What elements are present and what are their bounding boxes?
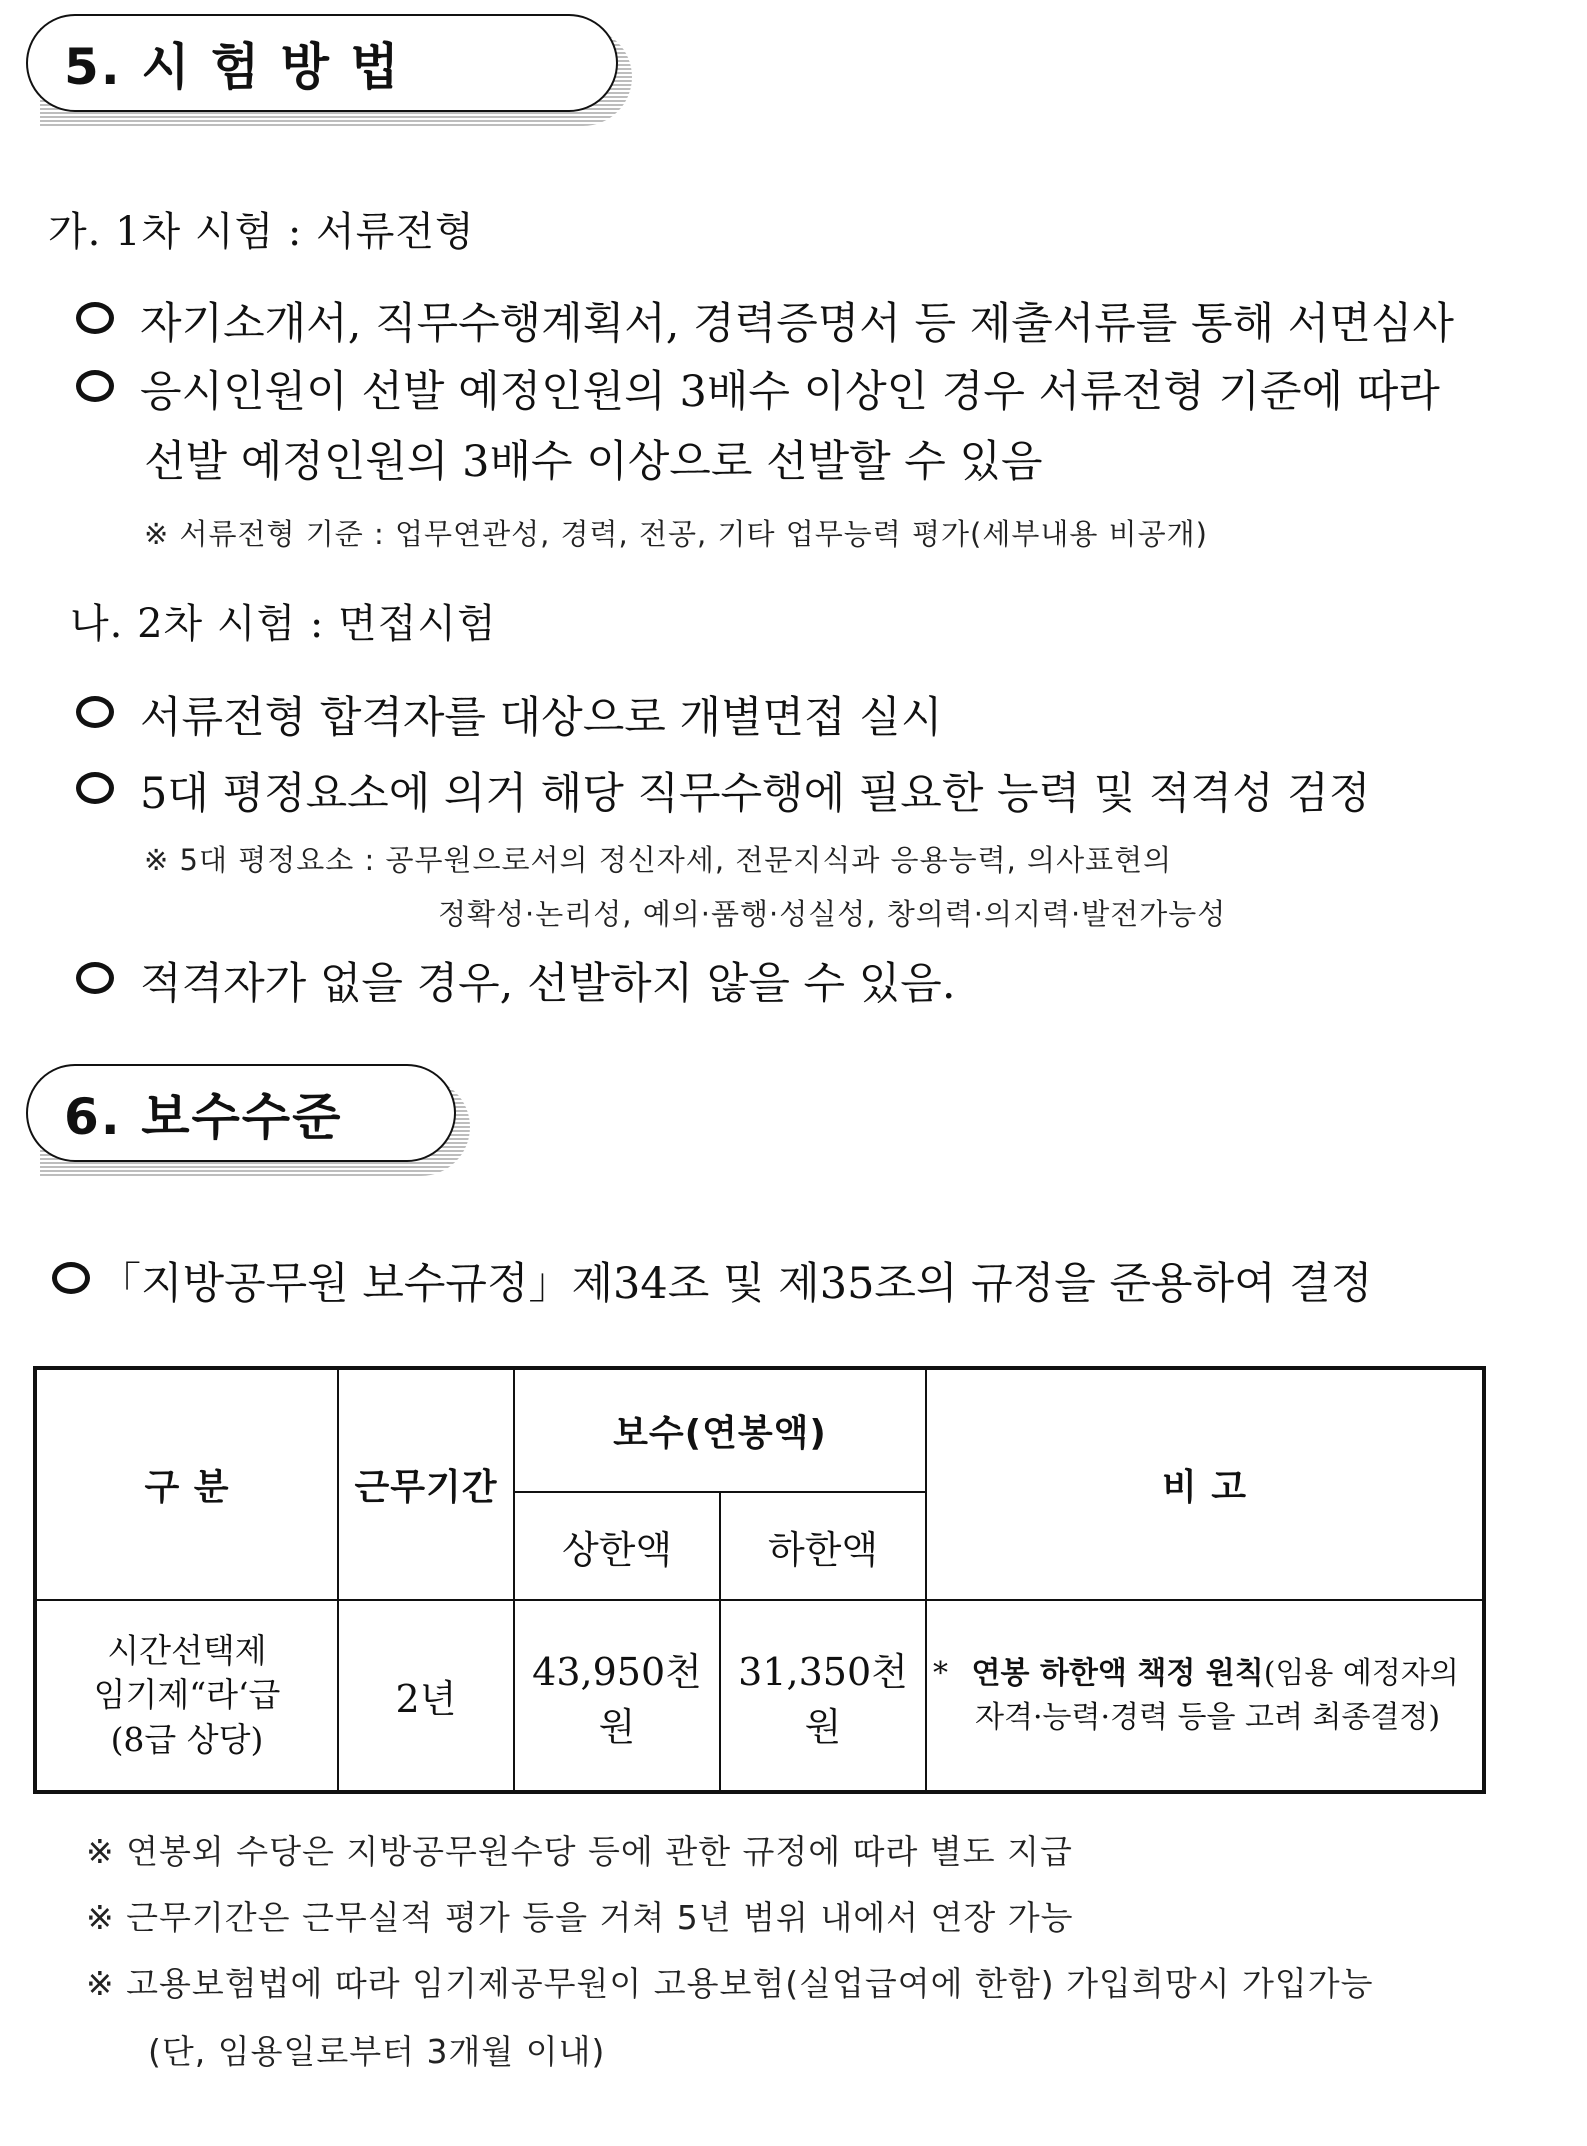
remark-line1	[933, 1652, 1482, 1696]
section6-banner	[26, 1064, 470, 1176]
circle-bullet-icon	[76, 772, 114, 804]
remark-bold: 연봉 하한액 책정 원칙	[971, 1656, 1264, 1691]
note-insurance-cont: (단, 임용일로부터 3개월 이내)	[148, 2032, 606, 2071]
note-evaluation-elements-cont: 정확성·논리성, 예의·품행·성실성, 창의력·의지력·발전가능성	[438, 897, 1227, 931]
table-row	[35, 1600, 1484, 1792]
note-document-criteria: ※ 서류전형 기준 : 업무연관성, 경력, 전공, 기타 업무능력 평가(세부내용 비공개)	[144, 517, 1208, 551]
header-pay: 보수(연봉액)	[514, 1368, 926, 1492]
note-evaluation-elements: ※ 5대 평정요소 : 공무원으로서의 정신자세, 전문지식과 응용능력, 의사표현의	[144, 843, 1173, 877]
section5-banner	[26, 14, 632, 126]
first-exam-heading: 가. 1차 시험 : 서류전형	[48, 209, 475, 255]
second-exam-heading: 나. 2차 시험 : 면접시험	[70, 601, 497, 647]
bullet-text: 자기소개서, 직무수행계획서, 경력증명서 등 제출서류를 통해 서면심사	[140, 299, 1454, 349]
note-extension: ※ 근무기간은 근무실적 평가 등을 거쳐 5년 범위 내에서 연장 가능	[86, 1898, 1074, 1937]
circle-bullet-icon	[76, 370, 114, 402]
cell-period: 2년	[338, 1600, 514, 1792]
cell-category	[35, 1600, 338, 1792]
remark-line2: 자격·능력·경력 등을 고려 최종결정)	[975, 1699, 1441, 1735]
bullet-item	[76, 760, 1370, 821]
bullet-item	[76, 950, 956, 1011]
bullet-text: 응시인원이 선발 예정인원의 3배수 이상인 경우 서류전형 기준에 따라	[140, 367, 1440, 417]
category-line: (8급 상당)	[110, 1719, 264, 1759]
remark-rest: (임용 예정자의	[1263, 1656, 1459, 1691]
header-category: 구 분	[35, 1368, 338, 1600]
cell-upper: 43,950천원	[514, 1600, 720, 1792]
circle-bullet-icon	[76, 962, 114, 994]
bullet-continuation: 선발 예정인원의 3배수 이상으로 선발할 수 있음	[144, 437, 1043, 487]
category-line: 시간선택제	[107, 1630, 267, 1670]
bullet-text: 「지방공무원 보수규정」제34조 및 제35조의 규정을 준용하여 결정	[98, 1259, 1373, 1309]
cell-remark	[926, 1600, 1484, 1792]
category-line: 임기제“라‘급	[93, 1675, 281, 1715]
cell-lower: 31,350천원	[720, 1600, 926, 1792]
bullet-item	[52, 1250, 1372, 1311]
header-lower: 하한액	[720, 1492, 926, 1600]
remark-star: *	[933, 1656, 948, 1691]
header-period: 근무기간	[338, 1368, 514, 1600]
circle-bullet-icon	[76, 302, 114, 334]
bullet-item	[76, 358, 1440, 419]
header-remark: 비 고	[926, 1368, 1484, 1600]
note-allowance: ※ 연봉외 수당은 지방공무원수당 등에 관한 규정에 따라 별도 지급	[86, 1832, 1073, 1871]
bullet-text: 서류전형 합격자를 대상으로 개별면접 실시	[140, 693, 943, 743]
bullet-item	[76, 290, 1454, 351]
circle-bullet-icon	[52, 1262, 90, 1294]
banner-pill	[26, 14, 618, 112]
note-insurance: ※ 고용보험법에 따라 임기제공무원이 고용보험(실업급여에 한함) 가입희망시 가입가능	[86, 1964, 1374, 2003]
bullet-text: 5대 평정요소에 의거 해당 직무수행에 필요한 능력 및 적격성 검정	[140, 769, 1371, 819]
pay-table	[33, 1366, 1486, 1794]
section6-title: 6. 보수수준	[64, 1088, 343, 1146]
section5-title: 5. 시 험 방 법	[64, 38, 401, 96]
bullet-item	[76, 684, 942, 745]
circle-bullet-icon	[76, 696, 114, 728]
bullet-text: 적격자가 없을 경우, 선발하지 않을 수 있음.	[140, 959, 956, 1009]
banner-pill	[26, 1064, 456, 1162]
header-upper: 상한액	[514, 1492, 720, 1600]
